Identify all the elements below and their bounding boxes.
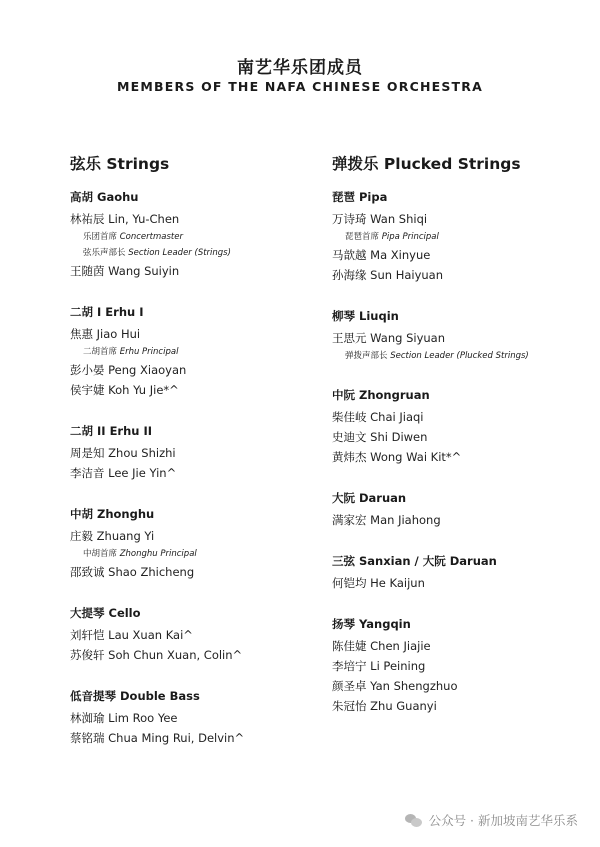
- member-name: [332, 209, 592, 229]
- section-title: 柳琴 Liuqin: [332, 309, 399, 323]
- name-en: Chai Jiaqi: [370, 410, 424, 424]
- name-cn: 颜圣卓: [332, 679, 367, 693]
- name-cn: 苏俊轩: [70, 648, 105, 662]
- name-en: Peng Xiaoyan: [108, 363, 187, 377]
- name-cn: 侯宇婕: [70, 383, 105, 397]
- name-cn: 朱冠怡: [332, 699, 367, 713]
- name-en: Concertmaster: [119, 232, 183, 242]
- member-name: [70, 324, 330, 344]
- name-en: Pipa Principal: [381, 232, 439, 242]
- name-en: Koh Yu Jie*^: [108, 383, 179, 397]
- instrument-section: [332, 307, 592, 364]
- plucked-strings-column: [332, 152, 592, 738]
- name-en: Sun Haiyuan: [370, 268, 444, 282]
- section-title: 高胡 Gaohu: [70, 190, 139, 204]
- column-heading: 弹拨乐 Plucked Strings: [332, 155, 521, 173]
- name-cn: 二胡首席: [83, 347, 118, 357]
- name-cn: 邵致诚: [70, 565, 105, 579]
- member-name: [332, 510, 592, 530]
- name-en: Jiao Hui: [96, 327, 141, 341]
- member-role: [332, 229, 592, 245]
- name-cn: 陈佳婕: [332, 639, 367, 653]
- section-title: 中胡 Zhonghu: [70, 507, 155, 521]
- instrument-section: [70, 505, 330, 582]
- name-cn: 焦惠: [70, 327, 93, 341]
- member-name: [332, 427, 592, 447]
- name-en: Wan Shiqi: [370, 212, 428, 226]
- member-name: [70, 645, 330, 665]
- member-name: [332, 265, 592, 285]
- member-name: [70, 728, 330, 748]
- name-en: Lin, Yu-Chen: [108, 212, 180, 226]
- name-en: Shi Diwen: [370, 430, 428, 444]
- section-title: 三弦 Sanxian / 大阮 Daruan: [332, 554, 497, 568]
- instrument-section: [332, 386, 592, 467]
- name-cn: 琵琶首席: [345, 232, 380, 242]
- name-en: Wong Wai Kit*^: [370, 450, 462, 464]
- section-title: 低音提琴 Double Bass: [70, 689, 200, 703]
- member-name: [70, 625, 330, 645]
- member-name: [70, 261, 330, 281]
- section-title: 扬琴 Yangqin: [332, 617, 411, 631]
- name-en: Zhuang Yi: [96, 529, 155, 543]
- column-heading: 弦乐 Strings: [70, 155, 170, 173]
- name-cn: 乐团首席: [83, 232, 118, 242]
- name-en: Lau Xuan Kai^: [108, 628, 193, 642]
- name-en: Yan Shengzhuo: [370, 679, 458, 693]
- instrument-section: [332, 552, 592, 593]
- member-name: [70, 360, 330, 380]
- name-en: Zhu Guanyi: [370, 699, 437, 713]
- name-cn: 彭小晏: [70, 363, 105, 377]
- member-name: [332, 573, 592, 593]
- instrument-section: [332, 489, 592, 530]
- instrument-section: [70, 188, 330, 281]
- watermark: [405, 811, 578, 829]
- name-en: Lee Jie Yin^: [108, 466, 177, 480]
- member-name: [332, 696, 592, 716]
- name-cn: 弦乐声部长: [83, 248, 126, 258]
- member-name: [70, 526, 330, 546]
- member-name: [332, 245, 592, 265]
- section-title: 二胡 II Erhu II: [70, 424, 153, 438]
- section-title: 二胡 I Erhu I: [70, 305, 144, 319]
- member-name: [332, 447, 592, 467]
- name-cn: 弹拨声部长: [345, 351, 388, 361]
- name-cn: 中胡首席: [83, 549, 118, 559]
- name-en: Chen Jiajie: [370, 639, 431, 653]
- name-en: Soh Chun Xuan, Colin^: [108, 648, 243, 662]
- name-en: Man Jiahong: [370, 513, 441, 527]
- instrument-section: [332, 615, 592, 716]
- name-cn: 周是知: [70, 446, 105, 460]
- name-en: Shao Zhicheng: [108, 565, 195, 579]
- member-role: [70, 245, 330, 261]
- name-en: He Kaijun: [370, 576, 425, 590]
- name-en: Chua Ming Rui, Delvin^: [108, 731, 245, 745]
- page-title-en: MEMBERS OF THE NAFA CHINESE ORCHESTRA: [117, 79, 483, 94]
- name-cn: 黄炜杰: [332, 450, 367, 464]
- instrument-section: [70, 604, 330, 665]
- instrument-section: [332, 188, 592, 285]
- name-cn: 蔡铭瑞: [70, 731, 105, 745]
- name-cn: 马歆越: [332, 248, 367, 262]
- name-en: Wang Suiyin: [108, 264, 180, 278]
- strings-column: [70, 152, 330, 770]
- name-en: Section Leader (Plucked Strings): [390, 351, 529, 361]
- instrument-section: [70, 687, 330, 748]
- name-en: Erhu Principal: [119, 347, 179, 357]
- name-en: Ma Xinyue: [370, 248, 431, 262]
- name-cn: 满家宏: [332, 513, 367, 527]
- name-cn: 李洁音: [70, 466, 105, 480]
- member-name: [332, 328, 592, 348]
- name-cn: 林洳瑜: [70, 711, 105, 725]
- name-cn: 刘轩恺: [70, 628, 105, 642]
- instrument-section: [70, 303, 330, 400]
- name-cn: 孙海缘: [332, 268, 367, 282]
- name-cn: 万诗琦: [332, 212, 367, 226]
- member-name: [70, 708, 330, 728]
- member-role: [70, 229, 330, 245]
- name-en: Zhonghu Principal: [119, 549, 197, 559]
- name-en: Li Peining: [370, 659, 426, 673]
- name-cn: 林祐辰: [70, 212, 105, 226]
- name-cn: 庄毅: [70, 529, 93, 543]
- section-title: 中阮 Zhongruan: [332, 388, 430, 402]
- instrument-section: [70, 422, 330, 483]
- name-en: Section Leader (Strings): [128, 248, 231, 258]
- member-name: [332, 407, 592, 427]
- member-name: [70, 463, 330, 483]
- member-role: [70, 344, 330, 360]
- page-title-cn: 南艺华乐团成员: [237, 58, 363, 78]
- name-cn: 柴佳岐: [332, 410, 367, 424]
- watermark-text: 公众号 · 新加坡南艺华乐系: [428, 813, 578, 828]
- name-cn: 史迪文: [332, 430, 367, 444]
- section-title: 大提琴 Cello: [70, 606, 141, 620]
- wechat-icon: [405, 813, 423, 827]
- member-name: [70, 562, 330, 582]
- member-name: [332, 636, 592, 656]
- name-en: Lim Roo Yee: [108, 711, 178, 725]
- name-cn: 王思元: [332, 331, 367, 345]
- member-name: [70, 209, 330, 229]
- section-title: 大阮 Daruan: [332, 491, 407, 505]
- name-cn: 王随茵: [70, 264, 105, 278]
- name-en: Wang Siyuan: [370, 331, 446, 345]
- name-en: Zhou Shizhi: [108, 446, 176, 460]
- section-title: 琵琶 Pipa: [332, 190, 388, 204]
- member-name: [70, 380, 330, 400]
- member-name: [332, 676, 592, 696]
- member-role: [70, 546, 330, 562]
- member-name: [332, 656, 592, 676]
- member-role: [332, 348, 592, 364]
- name-cn: 李培宁: [332, 659, 367, 673]
- name-cn: 何铠均: [332, 576, 367, 590]
- member-name: [70, 443, 330, 463]
